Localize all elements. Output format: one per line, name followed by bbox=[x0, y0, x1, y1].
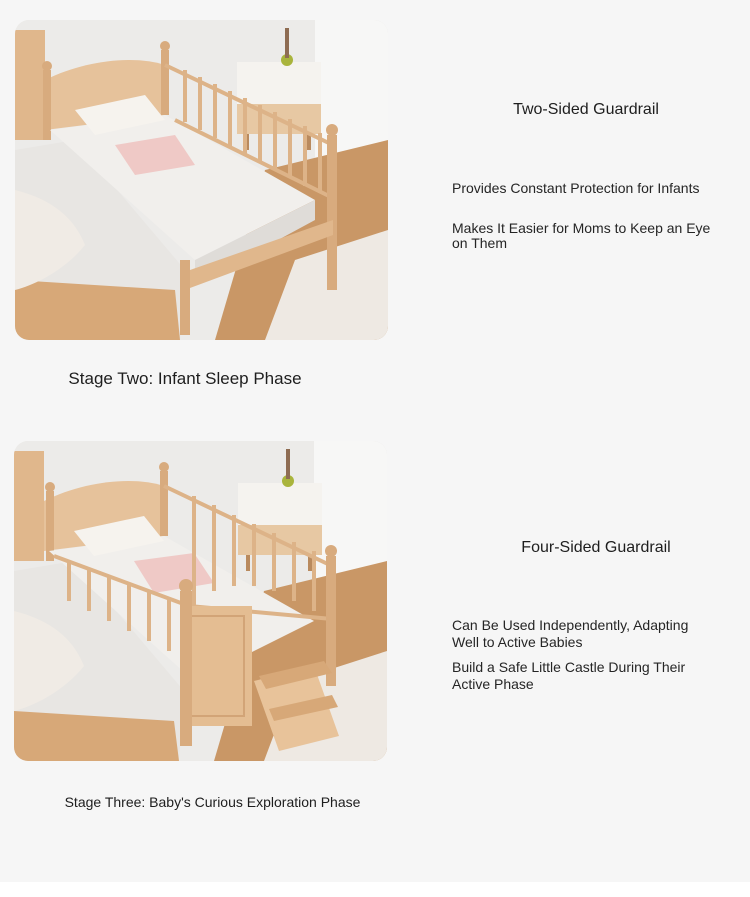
feature-item: Makes It Easier for Moms to Keep an Eye on Them bbox=[452, 220, 711, 251]
four-sided-guardrail-bed-photo bbox=[14, 441, 387, 761]
feature-item: Build a Safe Little Castle During Their Active Phase bbox=[452, 659, 686, 692]
stage-three-caption: Stage Three: Baby's Curious Exploration Phase bbox=[64, 794, 361, 810]
stage-two-caption: Stage Two: Infant Sleep Phase bbox=[68, 369, 302, 388]
feature-item: Provides Constant Protection for Infants bbox=[452, 180, 700, 196]
four-sided-guardrail-heading: Four-Sided Guardrail bbox=[521, 539, 671, 556]
two-sided-guardrail-bed-photo bbox=[15, 20, 388, 340]
feature-item: Can Be Used Independently, Adapting Well to Active Babies bbox=[452, 617, 689, 650]
two-sided-guardrail-heading: Two-Sided Guardrail bbox=[513, 101, 659, 118]
